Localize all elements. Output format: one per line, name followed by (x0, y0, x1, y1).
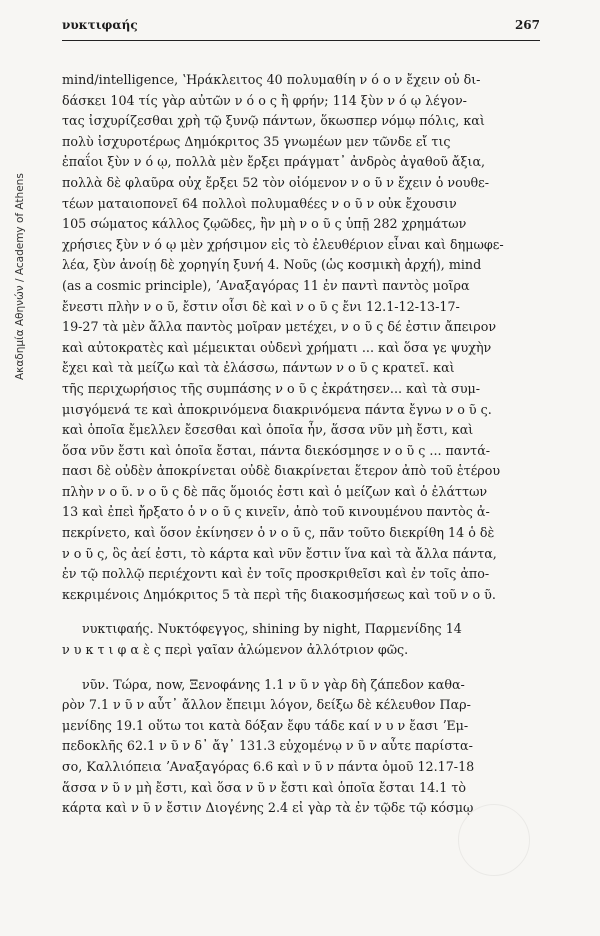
text-line: ν ο ῦ ς, ὃς ἀεί ἐστι, τὸ κάρτα καὶ νῦν ἔστιν ἵνα καὶ τὰ ἄλλα πάντα, (62, 545, 497, 561)
entry-gap (62, 661, 540, 675)
faint-seal-watermark (458, 804, 530, 876)
text-line: ἅσσα ν ῦ ν μὴ ἔστι, καὶ ὅσα ν ῦ ν ἔστι καὶ ὁποῖα ἔσται 14.1 τὸ (62, 779, 466, 795)
text-line: πεκρίνετο, καὶ ὅσον ἐκίνησεν ὁ ν ο ῦ ς, πᾶν τοῦτο διεκρίθη 14 ὁ δὲ (62, 525, 495, 541)
text-line: λέα, ξὺν ἀνοίῃ δὲ χορηγίη ξυνή 4. Νοῦς (ὡς κοσμικὴ ἀρχή), mind (62, 257, 482, 273)
text-line: ρὸν 7.1 ν ῦ ν αὖτ᾽ ἄλλον ἔπειμι λόγον, δείξω δὲ κέλευθον Παρ- (62, 697, 471, 713)
text-line: μενίδης 19.1 οὕτω τοι κατὰ δόξαν ἔφυ τάδε καί ν υ ν ἔασι ʼΕμ- (62, 717, 469, 733)
header-head-word: νυκτιφαής (62, 18, 138, 32)
text-line: τῆς περιχωρήσιος τῆς συμπάσης ν ο ῦ ς ἐκράτησεν... καὶ τὰ συμ- (62, 380, 481, 396)
text-line: κάρτα καὶ ν ῦ ν ἔστιν Διογένης 2.4 εἰ γὰρ τὰ ἐν τῷδε τῷ κόσμῳ (62, 800, 474, 816)
text-line: τέων ματαιοπονεῖ 64 πολλοὶ πολυμαθέες ν ο ῦ ν οὐκ ἔχουσιν (62, 195, 457, 211)
text-line: τας ἰσχυρίζεσθαι χρὴ τῷ ξυνῷ πάντων, ὅκωσπερ νόμῳ πόλις, καὶ (62, 113, 485, 129)
text-line: μισγόμενά τε καὶ ἀποκρινόμενα διακρινόμενα πάντα ἔγνω ν ο ῦ ς. (62, 401, 492, 417)
archive-watermark-label: Ακαδημία Αθηνών / Academy of Athens (14, 173, 26, 380)
text-line: 105 σώματος κάλλος ζῳῶδες, ἢν μὴ ν ο ῦ ς ὑπῇ 282 χρημάτων (62, 216, 467, 232)
text-line: καὶ αὐτοκρατὲς καὶ μέμεικται οὐδενὶ χρήματι ... καὶ ὅσα γε ψυχὴν (62, 339, 492, 355)
text-line: (as a cosmic principle), ʼΑναξαγόρας 11 ἐν παντὶ παντὸς μοῖρα (62, 277, 470, 293)
page-number: 267 (514, 18, 540, 32)
text-line: καὶ ὁποῖα ἔμελλεν ἔσεσθαι καὶ ὁποῖα ἦν, ἅσσα νῦν μὴ ἔστι, καὶ (62, 422, 474, 438)
text-line: mind/intelligence, ʽΗράκλειτος 40 πολυμαθίη ν ό ο ν ἔχειν οὐ δι- (62, 72, 481, 87)
text-line: ἔχει καὶ τὰ μείζω καὶ τὰ ἐλάσσω, πάντων ν ο ῦ ς κρατεῖ. καὶ (62, 360, 455, 376)
text-line: δάσκει 104 τίς γὰρ αὐτῶν ν ό ο ς ἢ φρήν; 114 ξὺν ν ό ῳ λέγον- (62, 92, 467, 108)
text-line: κεκριμένοις Δημόκριτος 5 τὰ περὶ τῆς διακοσμήσεως καὶ τοῦ ν ο ῦ. (62, 586, 496, 602)
text-line: πασι δὲ οὐδὲν ἀποκρίνεται οὐδὲ διακρίνεται ἕτερον ἀπὸ τοῦ ἑτέρου (62, 463, 501, 479)
text-line: χρήσιες ξὺν ν ό ῳ μὲν χρήσιμον εἰς τὸ ἐλευθέριον εἶναι καὶ δημωφε- (62, 236, 504, 252)
entry-gap (62, 605, 540, 619)
running-header (62, 18, 540, 32)
text-line: νῦν. Τώρα, now, Ξενοφάνης 1.1 ν ῦ ν γὰρ δὴ ζάπεδον καθα- (82, 676, 465, 692)
text-line: ν υ κ τ ι φ α ὲ ς περὶ γαῖαν ἀλώμενον ἀλλότριον φῶς. (62, 642, 409, 658)
text-line: ὅσα νῦν ἔστι καὶ ὁποῖα ἔσται, πάντα διεκόσμησε ν ο ῦ ς ... παντά- (62, 442, 491, 458)
text-line: ἐν τῷ πολλῷ περιέχοντι καὶ ἐν τοῖς προσκριθεῖσι καὶ ἐν τοῖς ἀπο- (62, 566, 490, 582)
text-line: πεδοκλῆς 62.1 ν ῦ ν δ᾽ ἄγ᾽ 131.3 εὐχομένῳ ν ῦ ν αὖτε παρίστα- (62, 738, 473, 754)
text-line: ἐπαΐοι ξὺν ν ό ῳ, πολλὰ μὲν ἔρξει πράγματ᾽ ἀνδρὸς ἀγαθοῦ ἄξια, (62, 154, 486, 170)
text-line: 19-27 τὰ μὲν ἄλλα παντὸς μοῖραν μετέχει, ν ο ῦ ς δέ ἐστιν ἄπειρον (62, 319, 497, 335)
text-line: 13 καὶ ἐπεὶ ἤρξατο ὁ ν ο ῦ ς κινεῖν, ἀπὸ τοῦ κινουμένου παντὸς ἀ- (62, 504, 490, 520)
dictionary-body (62, 70, 540, 819)
text-line: πολὺ ἰσχυροτέρως Δημόκριτος 35 γνωμέων μεν τῶνδε εἴ τις (62, 133, 451, 149)
header-rule (62, 40, 540, 41)
text-line: ἔνεστι πλὴν ν ο ῦ, ἔστιν οἷσι δὲ καὶ ν ο ῦ ς ἔνι 12.1-12-13-17- (62, 298, 460, 314)
text-line: πολλὰ δὲ φλαῦρα οὐχ ἔρξει 52 τὸν οἰόμενον ν ο ῦ ν ἔχειν ὁ νουθε- (62, 174, 489, 190)
text-line: σο, Καλλιόπεια ʼΑναξαγόρας 6.6 καὶ ν ῦ ν πάντα ὁμοῦ 12.17-18 (62, 759, 475, 774)
text-line: νυκτιφαής. Νυκτόφεγγος, shining by night, Παρμενίδης 14 (82, 621, 462, 637)
text-line: πλὴν ν ο ῦ. ν ο ῦ ς δὲ πᾶς ὅμοιός ἐστι καὶ ὁ μείζων καὶ ὁ ἐλάττων (62, 483, 488, 499)
